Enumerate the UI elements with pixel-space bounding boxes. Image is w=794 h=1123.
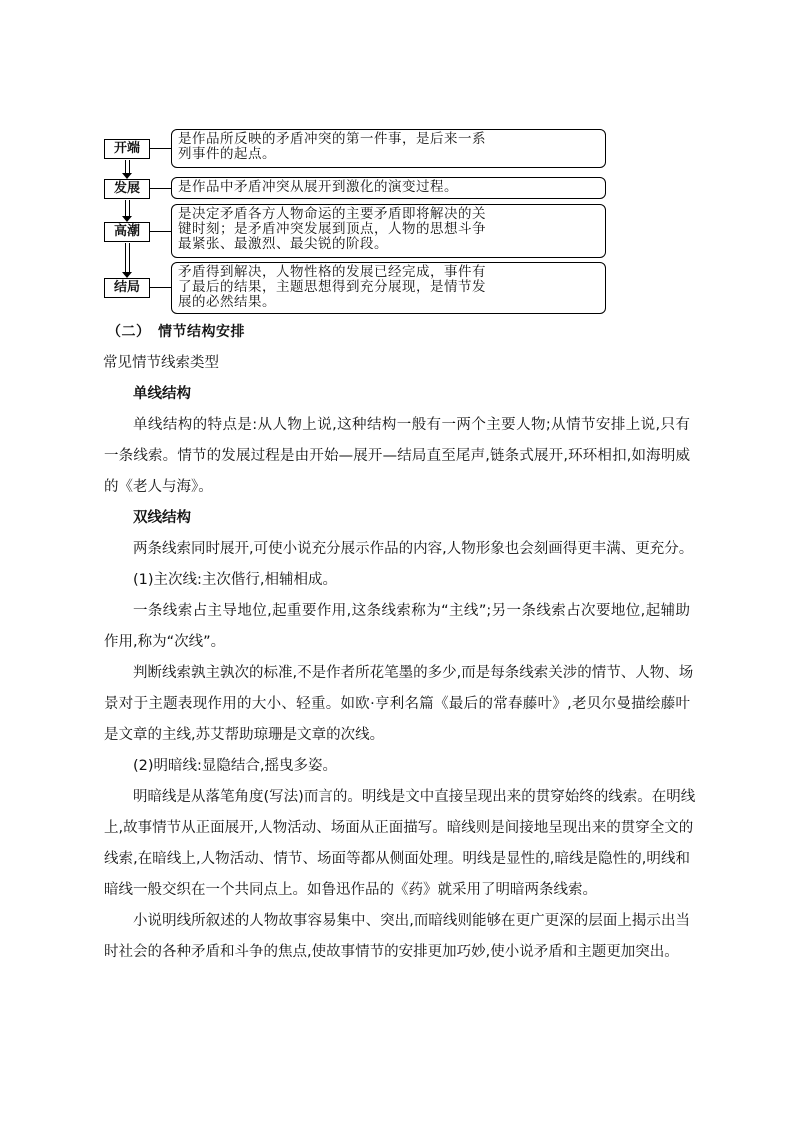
desc-line: 展的必然结果。: [178, 294, 276, 310]
desc-line: 最紧张、最激烈、最尖锐的阶段。: [178, 236, 388, 252]
desc-line: 是决定矛盾各方人物命运的主要矛盾即将解决的关: [178, 206, 486, 222]
item2-title: (2)明暗线:显隐结合,摇曳多姿。: [133, 758, 338, 774]
stage-desc-development: [171, 177, 606, 199]
paragraph-line: 景对于主题表现作用的大小、轻重。如欧·亨利名篇《最后的常春藤叶》,老贝尔曼描绘藤叶: [104, 696, 690, 712]
down-arrow-icon: [123, 243, 132, 278]
paragraph-line: 一条线索。情节的发展过程是由开始—展开—结局直至尾声,链条式展开,环环相扣,如海明威: [104, 448, 690, 464]
connector-line: [150, 287, 171, 288]
desc-line: 了最后的结果，主题思想得到充分展现，是情节发: [178, 279, 486, 295]
paragraph-line: 线索,在暗线上,人物活动、情节、场面等都从侧面处理。明线是显性的,暗线是隐性的,明线和: [104, 851, 690, 867]
paragraph-line: 作用,称为“次线”。: [104, 634, 226, 650]
paragraph-line: 暗线一般交织在一个共同点上。如鲁迅作品的《药》就采用了明暗两条线索。: [104, 882, 597, 898]
paragraph-line: 单线结构的特点是:从人物上说,这种结构一般有一两个主要人物;从情节安排上说,只有: [133, 417, 690, 433]
desc-line: 矛盾得到解决，人物性格的发展已经完成，事件有: [178, 264, 486, 280]
stage-label-beginning: 开端: [104, 139, 150, 159]
section-heading: （二） 情节结构安排: [107, 324, 245, 340]
desc-line: 列事件的起点。: [178, 146, 276, 162]
item1-title: (1)主次线:主次偕行,相辅相成。: [133, 572, 338, 588]
paragraph-line: 时社会的各种矛盾和斗争的焦点,使故事情节的安排更加巧妙,使小说矛盾和主题更加突出。: [104, 944, 679, 960]
single-structure-title: 单线结构: [133, 386, 191, 402]
paragraph-line: 上,故事情节从正面展开,人物活动、场面从正面描写。暗线则是间接地呈现出来的贯穿全文的: [104, 820, 694, 836]
connector-line: [150, 231, 171, 232]
connector-line: [150, 188, 171, 189]
paragraph-line: 一条线索占主导地位,起重要作用,这条线索称为“主线”;另一条线索占次要地位,起辅助: [133, 603, 690, 619]
stage-desc-beginning: [171, 129, 606, 168]
paragraph-line: 小说明线所叙述的人物故事容易集中、突出,而暗线则能够在更广更深的层面上揭示出当: [133, 913, 690, 929]
desc-line: 是作品中矛盾冲突从展开到激化的演变过程。: [178, 179, 458, 195]
stage-desc-climax: [171, 204, 606, 258]
paragraph-line: 是文章的主线,苏艾帮助琼珊是文章的次线。: [104, 727, 385, 743]
paragraph-line: 明暗线是从落笔角度(写法)而言的。明线是文中直接呈现出来的贯穿始终的线索。在明线: [133, 789, 696, 805]
desc-line: 键时刻；是矛盾冲突发展到顶点，人物的思想斗争: [178, 221, 486, 237]
double-structure-title: 双线结构: [133, 510, 191, 526]
connector-line: [150, 148, 171, 149]
stage-label-climax: 高潮: [104, 222, 150, 242]
stage-desc-ending: [171, 262, 606, 314]
stage-label-ending: 结局: [104, 278, 150, 298]
stage-label-development: 发展: [104, 179, 150, 199]
down-arrow-icon: [123, 160, 132, 179]
down-arrow-icon: [123, 200, 132, 222]
paragraph-line: 两条线索同时展开,可使小说充分展示作品的内容,人物形象也会刻画得更丰满、更充分。: [133, 541, 694, 557]
paragraph-line: 的《老人与海》。: [104, 479, 213, 495]
desc-line: 是作品所反映的矛盾冲突的第一件事，是后来一系: [178, 131, 486, 147]
section-subtitle: 常见情节线索类型: [103, 355, 219, 371]
paragraph-line: 判断线索孰主孰次的标准,不是作者所花笔墨的多少,而是每条线索关涉的情节、人物、场: [133, 665, 694, 681]
